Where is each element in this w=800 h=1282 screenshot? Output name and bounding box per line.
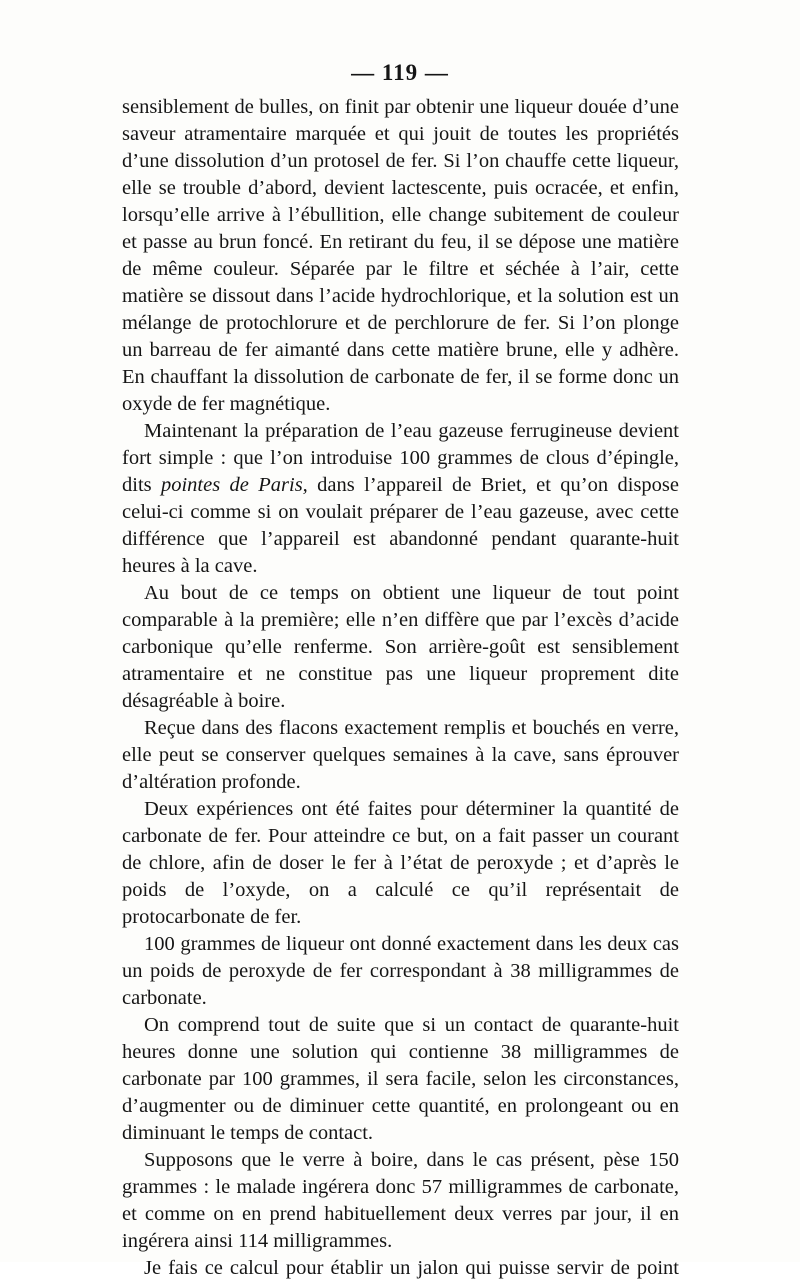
paragraph-8: Supposons que le verre à boire, dans le cas présent, pèse 150 grammes : le malade ingérera donc 57 milligrammes de carbonate, et comme on en prend habituellement deux verres par jour, il en ingérera ainsi 114 milligrammes. <box>122 1149 679 1252</box>
paragraph-2-text-start: Maintenant la préparation de l’eau gazeuse ferrugineuse devient fort simple : que l’on introduise 100 grammes de clous d’épingle, dits <box>122 420 679 496</box>
paragraph-5: Deux expériences ont été faites pour déterminer la quantité de carbonate de fer. Pour atteindre ce but, on a fait passer un courant de chlore, afin de doser le fer à l’état de peroxyde ; et d’après le poids de l’oxyde, on a calculé ce qu’il représentait de protocarbonate de fer. <box>122 798 679 928</box>
paragraph-2-text-end: dans l’appareil de Briet, et qu’on dispose celui-ci comme si on voulait préparer de l’eau gazeuse, avec cette différence que l’appareil est abandonné pendant quarante-huit heures à la cave. <box>122 474 679 577</box>
page-number: — 119 — <box>351 60 449 85</box>
paragraph-9: Je fais ce calcul pour établir un jalon qui puisse servir de point <box>144 1257 679 1279</box>
paragraph-7: On comprend tout de suite que si un contact de quarante-huit heures donne une solution qui contienne 38 milligrammes de carbonate par 100 grammes, il sera facile, selon les circonstances, d’augmenter ou de diminuer cette quantité, en prolongeant ou en diminuant le temps de contact. <box>122 1014 679 1144</box>
paragraph-2 <box>122 418 679 580</box>
paragraph-1: sensiblement de bulles, on finit par obtenir une liqueur douée d’une saveur atramentaire marquée et qui jouit de toutes les propriétés d’une dissolution d’un protosel de fer. Si l’on chauffe cette liqueur, elle se trouble d’abord, devient lactescente, puis ocracée, et enfin, lorsqu’elle arrive à l’ébullition, elle change subitement de couleur et passe au brun foncé. En retirant du feu, il se dépose une matière de même couleur. Séparée par le filtre et séchée à l’air, cette matière se dissout dans l’acide hydrochlorique, et la solution est un mélange de protochlorure et de perchlorure de fer. Si l’on plonge un barreau de fer aimanté dans cette matière brune, elle y adhère. En chauffant la dissolution de carbonate de fer, il se forme donc un oxyde de fer magnétique. <box>122 96 679 415</box>
paragraph-6: 100 grammes de liqueur ont donné exactement dans les deux cas un poids de peroxyde de fer correspondant à 38 milligrammes de carbonate. <box>122 933 679 1009</box>
body-text <box>122 94 679 1282</box>
paragraph-2-italic-term: pointes de Paris, <box>160 474 308 496</box>
paragraph-4: Reçue dans des flacons exactement remplis et bouchés en verre, elle peut se conserver quelques semaines à la cave, sans éprouver d’altération profonde. <box>122 717 679 793</box>
paragraph-3: Au bout de ce temps on obtient une liqueur de tout point comparable à la première; elle n’en diffère que par l’excès d’acide carbonique qu’elle renferme. Son arrière-goût est sensiblement atramentaire et ne constitue pas une liqueur proprement dite désagréable à boire. <box>122 582 679 712</box>
